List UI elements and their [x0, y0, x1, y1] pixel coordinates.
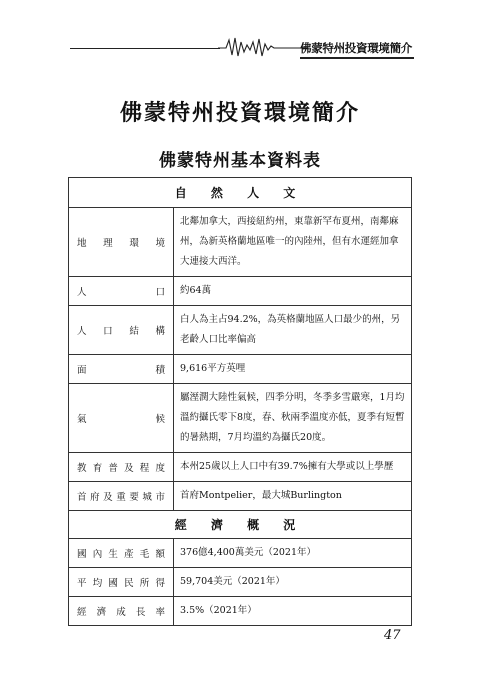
label-char: 率	[155, 607, 165, 618]
label-char: 人	[77, 326, 87, 337]
row-label	[69, 482, 174, 511]
label-char: 成	[116, 607, 126, 618]
row-value: 376億4,400萬美元（2021年）	[174, 539, 412, 568]
label-char: 結	[129, 326, 139, 337]
label-char: 長	[135, 607, 146, 618]
label-char: 及	[124, 463, 134, 474]
row-label-text	[77, 546, 165, 560]
row-label-text	[77, 362, 165, 376]
label-char: 所	[139, 578, 150, 589]
row-label-text	[77, 284, 165, 298]
page-subtitle: 佛蒙特州基本資料表	[159, 151, 321, 171]
label-char: 民	[124, 578, 134, 589]
label-char: 教	[77, 463, 87, 474]
basic-info-table	[68, 177, 412, 626]
header-rule	[70, 48, 220, 49]
row-label	[69, 355, 174, 384]
table-row	[69, 568, 412, 597]
row-label-text	[77, 235, 165, 249]
row-label	[69, 568, 174, 597]
table-row	[69, 306, 412, 355]
label-char: 程	[139, 463, 150, 474]
row-value: 屬溼潤大陸性氣候，四季分明，冬季多雪嚴寒，1月均溫約攝氏零下8度，春、秋兩季溫度亦低，夏季有短暫的暑熱期，7月均溫約為攝氏20度。	[174, 384, 412, 453]
table-row	[69, 355, 412, 384]
row-label	[69, 277, 174, 306]
header-underline	[300, 57, 414, 59]
section-heading-row	[69, 511, 412, 539]
page-title: 佛蒙特州投資環境簡介	[119, 101, 360, 126]
table-row	[69, 384, 412, 453]
label-char: 境	[155, 238, 165, 249]
label-char: 首	[77, 492, 87, 503]
row-value: 北鄰加拿大，西接紐約州，東靠新罕布夏州，南鄰麻州，為新英格蘭地區唯一的內陸州，但有水運經加拿大連接大西洋。	[174, 208, 412, 277]
page-number: 47	[384, 628, 401, 643]
table-row	[69, 453, 412, 482]
row-label	[69, 306, 174, 355]
label-char: 及	[103, 492, 113, 503]
table-row	[69, 539, 412, 568]
label-char: 城	[142, 492, 152, 503]
section-heading-row	[69, 178, 412, 208]
row-label-text	[77, 604, 165, 618]
table-row	[69, 597, 412, 626]
label-char: 環	[129, 238, 139, 249]
label-char: 普	[108, 463, 118, 474]
row-label-text	[77, 411, 165, 425]
label-char: 口	[155, 287, 165, 298]
row-label	[69, 208, 174, 277]
row-value: 本州25歲以上人口中有39.7%擁有大學或以上學歷	[174, 453, 412, 482]
label-char: 濟	[96, 607, 107, 618]
label-char: 育	[92, 463, 103, 474]
row-value: 9,616平方英哩	[174, 355, 412, 384]
row-label	[69, 539, 174, 568]
label-char: 市	[155, 492, 165, 503]
label-char: 經	[77, 607, 87, 618]
row-label-text	[77, 575, 165, 589]
row-value: 白人為主占94.2%，為英格蘭地區人口最少的州，另老齡人口比率偏高	[174, 306, 412, 355]
label-char: 要	[129, 492, 139, 503]
label-char: 府	[90, 492, 100, 503]
row-label	[69, 453, 174, 482]
table-row	[69, 482, 412, 511]
section-heading: 經 濟 概 況	[69, 511, 412, 539]
label-char: 重	[116, 492, 126, 503]
label-char: 構	[155, 326, 165, 337]
table-row	[69, 208, 412, 277]
label-char: 口	[103, 326, 113, 337]
heartbeat-wave-icon	[218, 36, 308, 58]
label-char: 候	[155, 414, 165, 425]
label-char: 內	[92, 549, 103, 560]
label-char: 地	[77, 238, 87, 249]
row-value: 59,704美元（2021年）	[174, 568, 412, 597]
label-char: 國	[77, 549, 87, 560]
label-char: 產	[124, 549, 134, 560]
section-heading: 自 然 人 文	[69, 178, 412, 208]
row-label	[69, 384, 174, 453]
row-label-text	[77, 489, 165, 503]
row-label-text	[77, 323, 165, 337]
label-char: 氣	[77, 414, 87, 425]
label-char: 面	[77, 365, 87, 376]
label-char: 人	[77, 287, 87, 298]
label-char: 均	[92, 578, 103, 589]
row-value: 首府Montpelier，最大城Burlington	[174, 482, 412, 511]
row-value: 約64萬	[174, 277, 412, 306]
label-char: 理	[103, 238, 113, 249]
label-char: 積	[155, 365, 165, 376]
row-value: 3.5%（2021年）	[174, 597, 412, 626]
label-char: 平	[77, 578, 87, 589]
row-label	[69, 597, 174, 626]
label-char: 國	[108, 578, 118, 589]
label-char: 度	[155, 463, 165, 474]
running-header-title: 佛蒙特州投資環境簡介	[300, 41, 412, 55]
label-char: 生	[108, 549, 118, 560]
row-label-text	[77, 460, 165, 474]
label-char: 毛	[139, 549, 150, 560]
label-char: 得	[155, 578, 165, 589]
table-row	[69, 277, 412, 306]
label-char: 額	[155, 549, 165, 560]
